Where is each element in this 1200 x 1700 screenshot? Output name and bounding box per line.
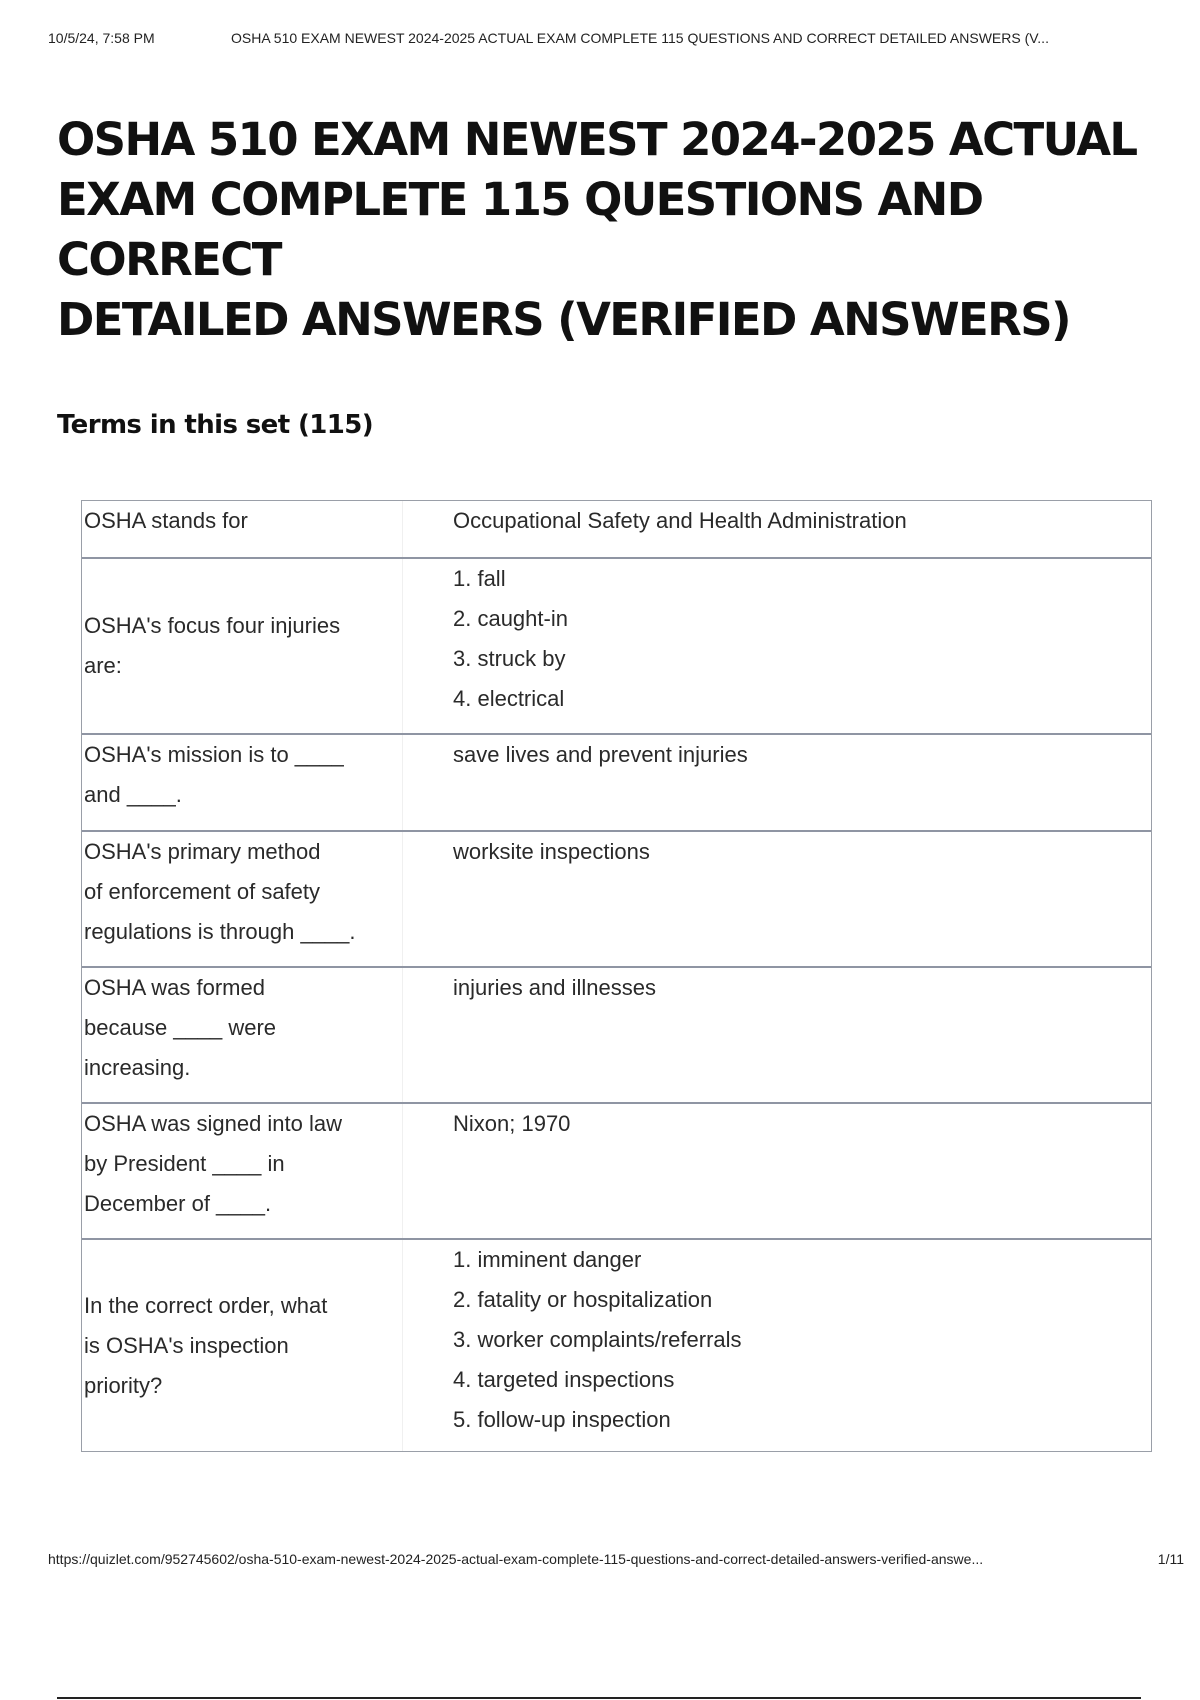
term-text: and ____. <box>84 782 182 807</box>
term-text: OSHA was signed into law <box>84 1111 343 1136</box>
term-cell <box>82 1104 403 1238</box>
definition-text: Occupational Safety and Health Administration <box>453 508 907 533</box>
print-header <box>48 30 1164 52</box>
term-text: In the correct order, what <box>84 1292 328 1318</box>
definition-cell <box>403 832 1151 966</box>
term-text: regulations is through ____. <box>84 919 356 944</box>
term-text: is OSHA's inspection <box>84 1332 289 1358</box>
definition-text: injuries and illnesses <box>453 975 656 1000</box>
terms-table <box>81 500 1152 1452</box>
term-text: OSHA's mission is to ____ <box>84 742 344 767</box>
term-row <box>82 501 1151 557</box>
term-row <box>82 966 1151 1102</box>
definition-cell <box>403 735 1151 830</box>
definition-text: 4. targeted inspections <box>453 1367 675 1392</box>
term-cell <box>82 735 403 830</box>
term-text: OSHA's focus four injuries <box>84 613 341 638</box>
definition-text: Nixon; 1970 <box>453 1111 571 1136</box>
document-title <box>57 110 1177 350</box>
definition-cell <box>403 968 1151 1102</box>
definition-text: 1. imminent danger <box>453 1247 642 1272</box>
term-text: of enforcement of safety <box>84 879 321 904</box>
print-datetime: 10/5/24, 7:58 PM <box>48 30 155 46</box>
definition-cell <box>403 501 1151 557</box>
term-text: are: <box>84 653 122 678</box>
definition-text: 3. worker complaints/referrals <box>453 1327 742 1352</box>
term-cell <box>82 968 403 1102</box>
page-number: 1/11 <box>1157 1551 1184 1567</box>
definition-text: 3. struck by <box>453 646 566 671</box>
definition-cell <box>403 559 1151 733</box>
definition-text: 5. follow-up inspection <box>453 1407 671 1432</box>
page-url: https://quizlet.com/952745602/osha-510-exam-newest-2024-2025-actual-exam-complete-115-questions-and-correct-detailed-answers-verified-answe... <box>48 1551 984 1567</box>
term-text: OSHA was formed <box>84 975 265 1000</box>
term-row <box>82 557 1151 733</box>
term-text: priority? <box>84 1372 163 1398</box>
definition-text: 1. fall <box>453 566 506 591</box>
term-cell <box>82 832 403 966</box>
term-row <box>82 733 1151 830</box>
print-footer <box>48 1551 1184 1573</box>
term-cell <box>82 559 403 733</box>
document-title-line: EXAM COMPLETE 115 QUESTIONS AND CORRECT <box>57 173 983 286</box>
term-row <box>82 1102 1151 1238</box>
definition-text: 2. fatality or hospitalization <box>453 1287 713 1312</box>
print-page-title: OSHA 510 EXAM NEWEST 2024-2025 ACTUAL EXAM COMPLETE 115 QUESTIONS AND CORRECT DETAILED ANSWERS (V... <box>231 30 1049 46</box>
term-cell <box>82 1240 403 1451</box>
definition-text: save lives and prevent injuries <box>453 742 748 767</box>
definition-text: 2. caught-in <box>453 606 568 631</box>
term-text: because ____ were <box>84 1015 277 1040</box>
term-cell <box>82 501 403 557</box>
definition-text: 4. electrical <box>453 686 565 711</box>
term-row <box>82 830 1151 966</box>
definition-cell <box>403 1240 1151 1451</box>
term-text: OSHA's primary method <box>84 839 321 864</box>
document-title-line: DETAILED ANSWERS (VERIFIED ANSWERS) <box>57 293 1070 346</box>
term-row <box>82 1238 1151 1451</box>
definition-cell <box>403 1104 1151 1238</box>
term-text: by President ____ in <box>84 1151 285 1176</box>
document-title-line: OSHA 510 EXAM NEWEST 2024-2025 ACTUAL <box>57 113 1137 166</box>
terms-set-heading: Terms in this set (115) <box>57 410 374 440</box>
term-text: OSHA stands for <box>84 508 248 533</box>
definition-text: worksite inspections <box>453 839 650 864</box>
term-text: increasing. <box>84 1055 191 1080</box>
term-text: December of ____. <box>84 1191 272 1216</box>
divider <box>57 1697 1141 1699</box>
